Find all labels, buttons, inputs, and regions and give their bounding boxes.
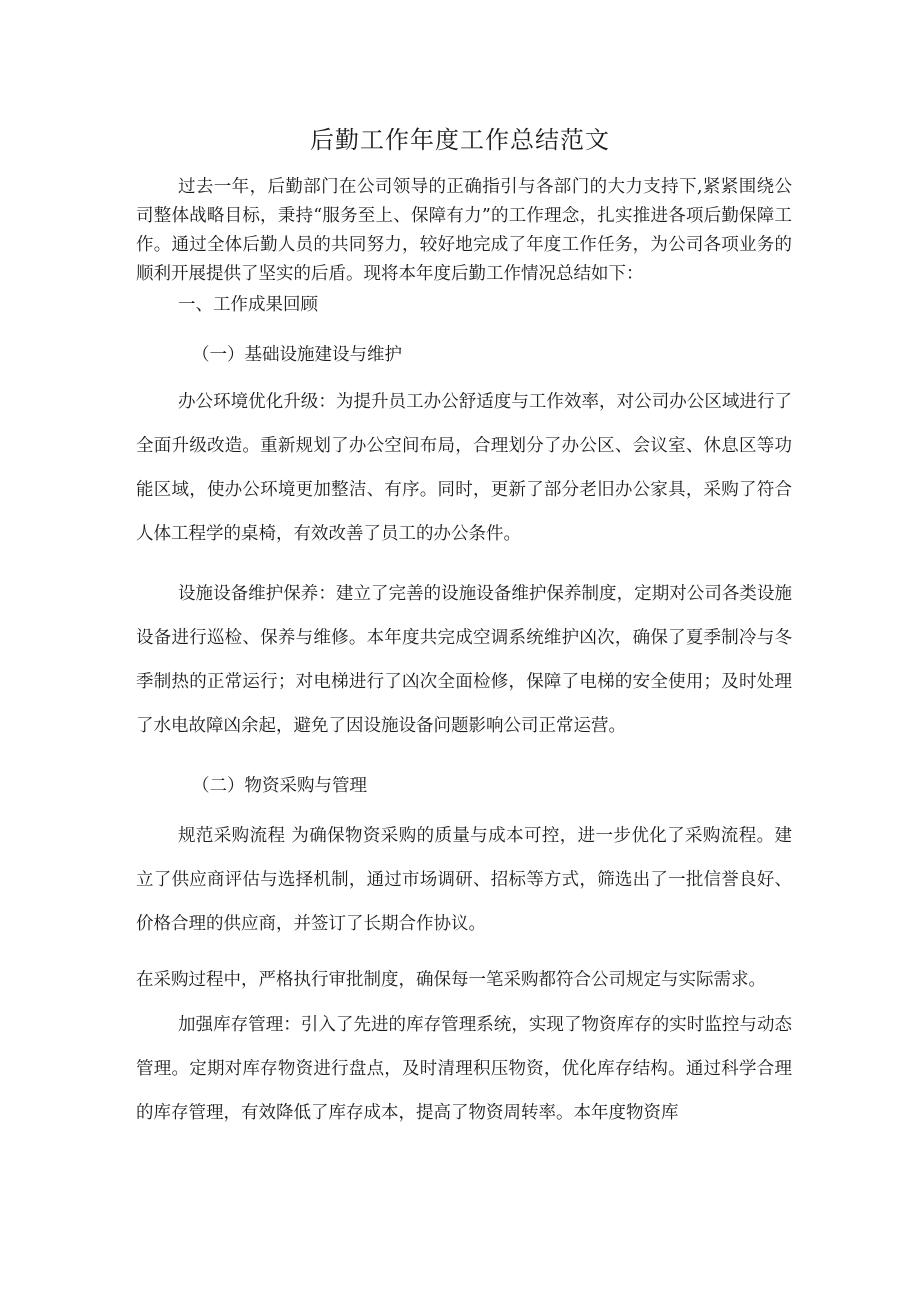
paragraph-procurement: 规范采购流程 为确保物资采购的质量与成本可控，进一步优化了采购流程。建立了供应商评估与选择机制，通过市场调研、招标等方式，筛选出了一批信誉良好、价格合理的供应商，并签订了长期合作协议。 [136, 826, 792, 934]
paragraph-facility-maintenance: 设施设备维护保养：建立了完善的设施设备维护保养制度，定期对公司各类设施设备进行巡检、保养与维修。本年度共完成空调系统维护凶次，确保了夏季制冷与冬季制热的正常运行；对电梯进行了凶次全面检修，保障了电梯的安全使用；及时处理了水电故障凶余起，避免了因设施设备问题影响公司正常运营。 [136, 584, 792, 736]
section-heading-work-results: 一、工作成果回顾 [178, 295, 318, 315]
paragraph-inventory: 加强库存管理：引入了先进的库存管理系统，实现了物资库存的实时监控与动态管理。定期对库存物资进行盘点，及时清理积压物资，优化库存结构。通过科学合理的库存管理，有效降低了库存成本，提高了物资周转率。本年度物资库 [136, 1015, 792, 1123]
subsection-heading-procurement: （二）物资采购与管理 [192, 776, 367, 796]
intro-paragraph: 过去一年，后勤部门在公司领导的正确指引与各部门的大力支持下,紧紧围绕公司整体战略目标，秉持“服务至上、保障有力”的工作理念，扎实推进各项后勤保障工作。通过全体后勤人员的共同努力，较好地完成了年度工作任务，为公司各项业务的顺利开展提供了坚实的后盾。现将本年度后勤工作情况总结如下： [136, 177, 792, 284]
paragraph-procurement-approval: 在采购过程中，严格执行审批制度，确保每一笔采购都符合公司规定与实际需求。 [136, 970, 766, 990]
subsection-heading-infrastructure: （一）基础设施建设与维护 [192, 345, 402, 365]
paragraph-office-environment: 办公环境优化升级：为提升员工办公舒适度与工作效率，对公司办公区域进行了全面升级改造。重新规划了办公空间布局，合理划分了办公区、会议室、休息区等功能区域，使办公环境更加整洁、有序。同时，更新了部分老旧办公家具，采购了符合人体工程学的桌椅，有效改善了员工的办公条件。 [136, 392, 792, 544]
document-title: 后勤工作年度工作总结范文 [310, 126, 610, 154]
